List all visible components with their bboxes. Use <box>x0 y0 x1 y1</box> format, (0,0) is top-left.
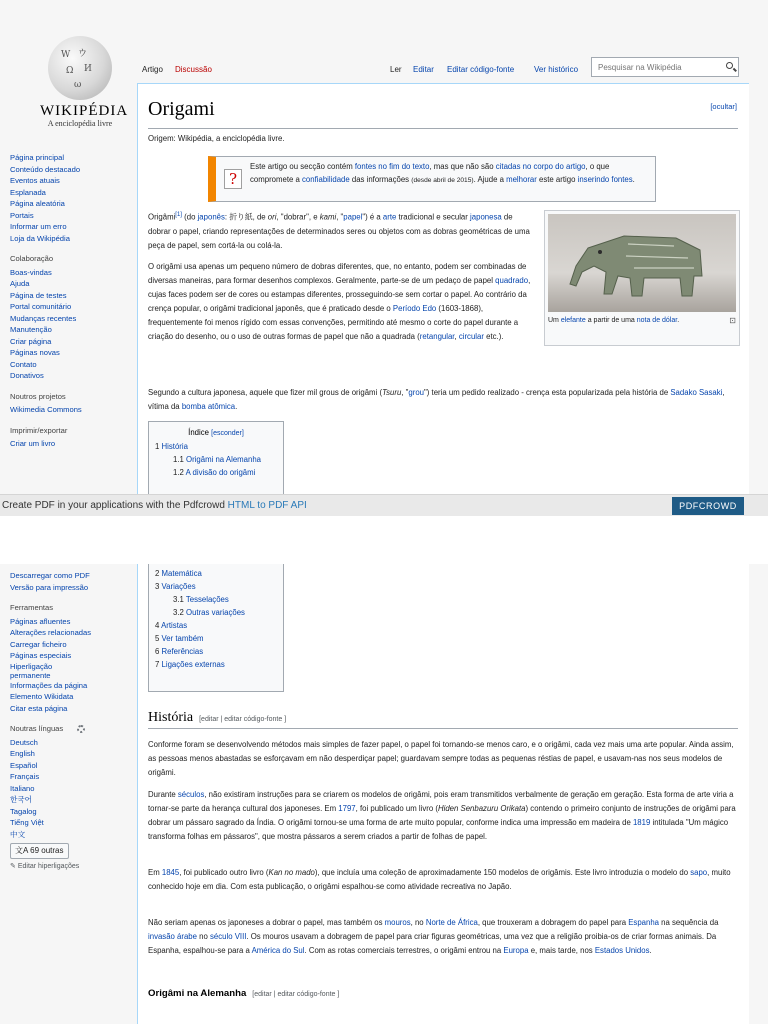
sidebar-item-versao-impressao[interactable]: Versão para impressão <box>10 582 89 592</box>
search-box[interactable] <box>591 57 739 77</box>
historia-paragraph-3: Em 1845, foi publicado outro livro (Kan no mado), que incluía uma coleção de aproximadamente 150 modelos de origâmis. Este livro introduzia o modelo do sapo, muito conhecido hoje em dia. Com esta publicação, o origâmi espalhou-se como atividade recreativa no Japão. <box>148 868 731 891</box>
link-1819[interactable]: 1819 <box>632 818 651 827</box>
article-content <box>137 83 749 494</box>
lang-tieng-viet[interactable]: Tiếng Việt <box>10 818 44 827</box>
lang-korean[interactable]: 한국어 <box>10 795 33 804</box>
link-1845[interactable]: 1845 <box>161 868 180 877</box>
toc-hide-toggle[interactable]: [esconder] <box>211 430 244 437</box>
sidebar-item-descarregar-pdf[interactable]: Descarregar como PDF <box>10 571 90 580</box>
title-divider <box>148 128 738 129</box>
pdfcrowd-text: Create PDF in your applications with the Pdfcrowd HTML to PDF API <box>2 500 307 511</box>
heading-historia: História [editar | editar código-fonte ] <box>148 710 738 729</box>
paragraph-3: Segundo a cultura japonesa, aquele que fizer mil grous de origâmi (Tsuru, "grou") teria um pedido realizado - crença esta popularizada pela história de Sadako Sasaki, vítima da bomba atômica. <box>148 388 725 411</box>
tab-ver-historico[interactable]: Ver histórico <box>534 65 579 74</box>
sidebar-item-loja[interactable]: Loja da Wikipédia <box>10 233 70 243</box>
edit-links-button[interactable]: ✎ Editar hiperligações <box>10 862 80 870</box>
sidebar-heading-imprimir: Imprimir/exportar <box>10 425 68 435</box>
sidebar-item-esplanada[interactable]: Esplanada <box>10 187 46 197</box>
link-seculo-viii[interactable]: século VIII <box>210 932 247 941</box>
lang-italiano[interactable]: Italiano <box>10 783 35 793</box>
paragraph-2: O origâmi usa apenas um pequeno número de dobras diferentes, que, no entanto, podem ser combinadas de diversas maneiras, para formar desenhos complexos. Geralmente, parte-se de um pedaço de papel quadrado, cujas faces podem ser de cores ou estampas diferentes, prosseguindo-se sem cortar o papel. Ao contrário da crença popular, o origâmi tradicional japonês, que é praticado desde o Período Edo (1603-1868), frequentemente foi menos rígido com essas convenções, permitindo até mesmo o corte do papel durante a criação do desenho, ou o uso de outras formas de papel que não a quadrada (retangular, circular etc.). <box>148 262 531 341</box>
puzzle-globe-icon: W ウ Ω И ω <box>48 36 112 100</box>
sidebar-item-criar-pagina[interactable]: Criar página <box>10 336 52 346</box>
lang-english[interactable]: English <box>10 749 35 758</box>
lang-espanol[interactable]: Español <box>10 760 38 770</box>
intro-paragraph: Origâmi[1] (do japonês: 折り紙, de ori, "dobrar", e kami, "papel") é a arte tradicional e secular japonesa de dobrar o papel, criando representações de determinados seres ou objetos com as dobras geométricas de uma peça de papel, sem cortá-la ou colá-la. <box>148 212 530 250</box>
sidebar-navigation <box>10 152 130 450</box>
tab-editar[interactable]: Editar <box>413 65 434 74</box>
sidebar-item-portais[interactable]: Portais <box>10 210 34 220</box>
page-title: Origami <box>148 98 215 120</box>
thumbnail-caption: Um elefante a partir de uma nota de dólar. ⊡ <box>548 316 736 325</box>
tab-ler[interactable]: Ler <box>390 65 402 74</box>
link-japonesa[interactable]: japonesa <box>470 212 502 222</box>
link-seculos[interactable]: séculos <box>177 790 205 799</box>
link-mouros[interactable]: mouros <box>384 918 411 927</box>
link-estados-unidos[interactable]: Estados Unidos <box>594 946 650 955</box>
article-content-continued <box>137 564 749 1024</box>
toc-item-2[interactable]: 2 Matemática <box>155 569 202 578</box>
toc-item-6[interactable]: 6 Referências <box>155 647 204 656</box>
link-inserindo-fontes[interactable]: inserindo fontes <box>577 175 633 184</box>
sidebar-item-criar-livro[interactable]: Criar um livro <box>10 439 56 448</box>
sidebar-item-manutencao[interactable]: Manutenção <box>10 325 52 334</box>
tab-editar-codigo-fonte[interactable]: Editar código-fonte <box>447 65 515 74</box>
sidebar-item-paginas-novas[interactable]: Páginas novas <box>10 348 60 357</box>
link-espanha[interactable]: Espanha <box>628 918 660 927</box>
toc-item-3-1[interactable]: 3.1 Tesselações <box>173 595 229 604</box>
historia-paragraph-1: Conforme foram se desenvolvendo métodos mais simples de fazer papel, o papel foi tornando-se menos caro, e o origâmi, cada vez mais uma arte popular. Ainda assim, as pessoas menos abastadas se esforçavam em não desperdiçar papel; guardavam sempre todas as pequenas réstias de papel, e usavam-nas nos seus modelos de origâmi. <box>148 740 734 777</box>
lang-deutsch[interactable]: Deutsch <box>10 737 38 747</box>
elephant-thumbnail[interactable] <box>544 210 740 346</box>
pdfcrowd-bar <box>0 494 768 516</box>
lang-chinese[interactable]: 中文 <box>10 829 26 839</box>
sidebar-item-paginas-afluentes[interactable]: Páginas afluentes <box>10 616 71 626</box>
link-arte[interactable]: arte <box>382 212 397 222</box>
pencil-icon: ✎ <box>10 862 16 870</box>
translate-icon: 文A <box>15 846 28 855</box>
sidebar-heading-linguas: Noutras línguas <box>10 723 130 735</box>
sidebar-item-informar-erro[interactable]: Informar um erro <box>10 222 67 231</box>
link-periodo-edo[interactable]: Período Edo <box>392 304 437 313</box>
sidebar-item-contato[interactable]: Contato <box>10 359 37 369</box>
link-confiabilidade[interactable]: confiabilidade <box>302 175 350 184</box>
gear-icon[interactable] <box>77 725 85 733</box>
link-bomba-atomica[interactable]: bomba atômica <box>181 402 236 411</box>
pdfcrowd-link[interactable]: HTML to PDF API <box>227 500 307 511</box>
search-icon[interactable] <box>726 62 733 69</box>
lang-tagalog[interactable]: Tagalog <box>10 806 37 816</box>
toc-item-1[interactable]: 1 História <box>155 442 188 451</box>
link-elefante[interactable]: elefante <box>560 317 586 324</box>
sidebar-item-pagina-testes[interactable]: Página de testes <box>10 290 67 300</box>
link-norte-de-africa[interactable]: Norte de África <box>425 918 478 927</box>
lang-francais[interactable]: Français <box>10 772 40 781</box>
link-invasao-arabe[interactable]: invasão árabe <box>148 932 197 941</box>
link-melhorar[interactable]: melhorar <box>506 175 537 184</box>
sidebar-item-alteracoes-relacionadas[interactable]: Alterações relacionadas <box>10 628 92 637</box>
link-grou[interactable]: grou <box>408 388 424 397</box>
sidebar-item-elemento-wikidata[interactable]: Elemento Wikidata <box>10 692 74 701</box>
page-2 <box>0 564 768 1024</box>
link-nota-de-dolar[interactable]: nota de dólar <box>636 317 678 324</box>
sidebar-item-paginas-especiais[interactable]: Páginas especiais <box>10 651 72 660</box>
heading-origami-alemanha: Origâmi na Alemanha [editar | editar código-fonte ] <box>148 988 340 999</box>
toc-item-3-2[interactable]: 3.2 Outras variações <box>173 608 245 617</box>
sidebar-item-citar-pagina[interactable]: Citar esta página <box>10 703 68 713</box>
maintenance-notice <box>208 156 656 202</box>
sidebar-item-wikimedia-commons[interactable]: Wikimedia Commons <box>10 405 82 414</box>
citation-1[interactable]: [1] <box>175 212 182 218</box>
sidebar-item-eventos-atuais[interactable]: Eventos atuais <box>10 176 60 185</box>
page-1 <box>0 0 768 494</box>
page-tabs <box>138 57 748 83</box>
wordmark: WIKIPÉDIA <box>40 103 129 119</box>
table-of-contents-continued <box>148 564 284 692</box>
sidebar-item-hiperligacao-permanente[interactable]: Hiperligação permanente <box>10 661 53 680</box>
enlarge-icon[interactable]: ⊡ <box>729 316 736 325</box>
toc-item-1-2[interactable]: 1.2 A divisão do origâmi <box>173 468 256 477</box>
sidebar-item-pagina-principal[interactable]: Página principal <box>10 153 65 162</box>
link-quadrado[interactable]: quadrado <box>495 276 529 285</box>
tagline: A enciclopédia livre <box>47 119 113 128</box>
tab-artigo[interactable]: Artigo <box>142 65 163 74</box>
sidebar-item-portal-comunitario[interactable]: Portal comunitário <box>10 302 72 311</box>
edit-section-historia[interactable]: [editar | editar código-fonte ] <box>199 716 287 723</box>
notice-text: Este artigo ou secção contém fontes no fim do texto, mas que não são citadas no corpo do artigo, o que compromete a confiabilidade das informações (desde abril de 2015). Ajude a melhorar este artigo inserindo fontes. <box>250 162 635 184</box>
link-sadako-sasaki[interactable]: Sadako Sasaki <box>670 388 723 397</box>
historia-paragraph-2: Durante séculos, não existiram instruções para se criarem os modelos de origâmi, pois eram transmitidos verbalmente de geração em geração. Esta forma de arte viria a tornar-se parte da herança cultural dos japoneses. Em 1797, foi publicado um livro (Hiden Senbazuru Orikata) contendo o primeiro conjunto de instruções de origâmi para dobrar um pássaro sagrado da Índia. O origâmi tornou-se uma forma de arte muito popular, conforme indica uma impressão em madeira de 1819 intitulada "Um mágico transforma folhas em pássaros", que mostra pássaros a serem criados a partir de folhas de papel. <box>148 790 736 841</box>
link-1797[interactable]: 1797 <box>338 804 356 813</box>
sidebar-item-informacoes-pagina[interactable]: Informações da página <box>10 680 88 690</box>
wikipedia-logo[interactable] <box>40 36 129 128</box>
sidebar-item-pagina-aleatoria[interactable]: Página aleatória <box>10 199 65 208</box>
link-america-do-sul[interactable]: América do Sul <box>251 946 305 955</box>
table-of-contents <box>148 421 284 494</box>
sidebar-item-mudancas-recentes[interactable]: Mudanças recentes <box>10 313 77 323</box>
hide-toggle[interactable]: [ocultar] <box>710 102 737 111</box>
toc-item-7[interactable]: 7 Ligações externas <box>155 660 225 669</box>
more-languages-button[interactable]: 文A 69 outras <box>10 843 69 859</box>
sidebar-heading-outros-projetos: Noutros projetos <box>10 391 66 401</box>
link-citadas[interactable]: citadas no corpo do artigo <box>495 162 586 171</box>
search-input[interactable] <box>598 58 718 76</box>
sidebar-item-boas-vindas[interactable]: Boas-vindas <box>10 267 52 277</box>
link-japones[interactable]: japonês <box>197 212 225 222</box>
toc-item-4[interactable]: 4 Artistas <box>155 621 188 630</box>
edit-section-alemanha[interactable]: [editar | editar código-fonte ] <box>252 991 340 998</box>
sidebar-item-donativos[interactable]: Donativos <box>10 371 44 380</box>
sidebar-tools <box>10 570 130 872</box>
question-mark-icon: ? <box>224 169 242 189</box>
toc-item-1-1[interactable]: 1.1 Origâmi na Alemanha <box>173 455 261 464</box>
sidebar-item-conteudo-destacado[interactable]: Conteúdo destacado <box>10 164 81 174</box>
toc-title: Índice [esconder] <box>188 428 244 437</box>
article-subtitle: Origem: Wikipédia, a enciclopédia livre. <box>148 134 285 143</box>
pdfcrowd-button[interactable]: PDFCROWD <box>672 497 744 515</box>
link-europa[interactable]: Europa <box>503 946 529 955</box>
link-circular[interactable]: circular <box>458 332 484 341</box>
toc-item-3[interactable]: 3 Variações <box>155 582 196 591</box>
link-sapo[interactable]: sapo <box>690 868 708 877</box>
sidebar-heading-ferramentas: Ferramentas <box>10 603 54 612</box>
sidebar-item-carregar-ficheiro[interactable]: Carregar ficheiro <box>10 639 67 649</box>
link-retangular[interactable]: retangular <box>419 332 455 341</box>
sidebar-item-ajuda[interactable]: Ajuda <box>10 279 30 288</box>
tab-discussao[interactable]: Discussão <box>175 65 212 74</box>
dollar-elephant-image[interactable] <box>548 214 736 312</box>
historia-paragraph-4: Não seriam apenas os japoneses a dobrar o papel, mas também os mouros, no Norte de África, que trouxeram a dobragem do papel para Espanha na sequência da invasão árabe no século VIII. Os mouros usavam a dobragem de papel para criar figuras geométricas, uma vez que a religião proibia-os de criar formas animais. Da Espanha, espalhou-se para a América do Sul. Com as rotas comerciais terrestres, o origâmi entrou na Europa e, mais tarde, nos Estados Unidos. <box>148 918 719 955</box>
toc-item-5[interactable]: 5 Ver também <box>155 634 204 643</box>
link-fontes[interactable]: fontes no fim do texto <box>354 162 430 171</box>
sidebar-heading-colaboracao: Colaboração <box>10 254 54 263</box>
link-papel[interactable]: papel <box>343 212 363 222</box>
